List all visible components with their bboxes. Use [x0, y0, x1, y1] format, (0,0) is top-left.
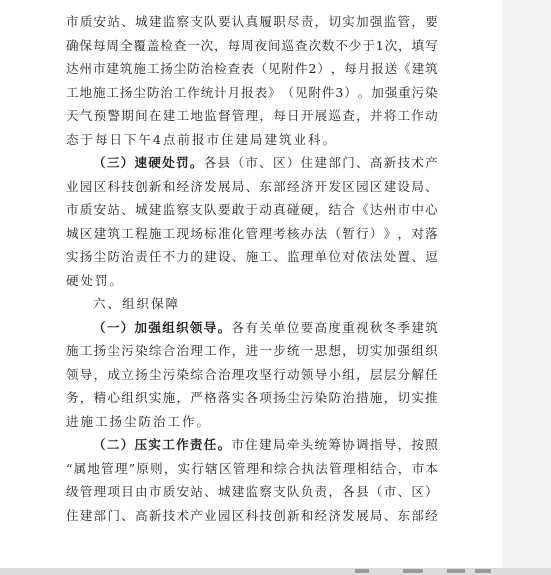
paragraph-line: 务 ， 精 心 组 织 实 施 ， 严 格 落 实 各 项 扬 尘 污 染 防 治 措 施 ， 切 实 推 — [66, 390, 438, 405]
paragraph-line: 确 保 每 周 全 覆 盖 检 查 一 次 ， 每 周 夜 间 巡 查 次 数 不 少 于 1 次 ， 填 写 — [66, 37, 438, 53]
paragraph-line: 领 导 ， 成 立 扬 尘 污 染 综 合 治 理 攻 坚 行 动 领 导 小 组 ， 层 层 分 解 任 — [66, 366, 438, 382]
paragraph-line: （ 二 ） 压 实 工 作 责 任 。 市 住 建 局 牵 头 统 筹 协 调 指 导 ， 按 照 — [93, 437, 438, 452]
document-body — [66, 10, 438, 527]
paragraph-line — [66, 269, 438, 293]
paragraph-line: 城 区 建 筑 工 程 施 工 现 场 标 准 化 管 理 考 核 办 法 （ 暂 行 ） 》 ， 对 落 — [66, 225, 438, 241]
status-indicator — [403, 569, 423, 573]
paragraph-line: 工 地 施 工 扬 尘 防 治 工 作 统 计 月 报 表 》 （ 见 附 件 3 ） 。 加 强 重 污 染 — [66, 84, 438, 100]
line-text: 进施工扬尘防治工作。 — [66, 413, 212, 429]
status-bar — [0, 568, 551, 575]
section-heading: 六、组织保障 — [93, 296, 181, 311]
paragraph-line: 实 扬 尘 防 治 责 任 不 力 的 建 设 、 施 工 、 监 理 单 位 对 依 法 处 置 、 逗 — [66, 249, 438, 264]
status-indicator — [355, 569, 369, 573]
line-text: 态于每日下午4点前报市住建局建筑业科。 — [66, 131, 337, 147]
paragraph-line: 市 质 安 站 、 城 建 监 察 支 队 要 敢 于 动 真 碰 硬 ， 结 合 《 达 州 市 中 心 — [66, 202, 438, 217]
paragraph-line: 市 质 安 站 、 城 建 监 察 支 队 要 认 真 履 职 尽 责 ， 切 实 加 强 监 管 ， 要 — [66, 14, 438, 29]
line-text: 硬处罚。 — [66, 272, 125, 288]
zoom-indicator[interactable] — [475, 569, 491, 573]
paragraph-line: （ 三 ） 速 硬 处 罚 。 各 县 （ 市 、 区 ） 住 建 部 门 、 高 新 技 术 产 — [93, 155, 438, 170]
paragraph-line: （ 一 ） 加 强 组 织 领 导 。 各 有 关 单 位 要 高 度 重 视 秋 冬 季 建 筑 — [93, 319, 438, 335]
view-mode-icon[interactable] — [447, 569, 465, 573]
paragraph-line: 级 管 理 项 目 由 市 质 安 站 、 城 建 监 察 支 队 负 责 ， 各 县 （ 市 、 区 ） — [66, 484, 438, 499]
paragraph-line: 住 建 部 门 、 高 新 技 术 产 业 园 区 科 技 创 新 和 经 济 发 展 局 、 东 部 经 — [66, 507, 438, 523]
paragraph-line — [66, 292, 438, 316]
page-gutter — [503, 0, 551, 568]
paragraph-line: 业 园 区 科 技 创 新 和 经 济 发 展 局 、 东 部 经 济 开 发 区 园 区 建 设 局 、 — [66, 178, 438, 194]
paragraph-line — [66, 128, 438, 152]
paragraph-line: 达 州 市 建 筑 施 工 扬 尘 防 治 检 查 表 （ 见 附 件 2 ） ， 每 月 报 送 《 建 筑 — [66, 61, 438, 76]
paragraph-line: 天 气 预 警 期 间 在 建 工 地 监 督 管 理 ， 每 日 开 展 巡 查 ， 并 将 工 作 动 — [66, 108, 438, 123]
paragraph-line: 施 工 扬 尘 污 染 综 合 治 理 工 作 ， 进 一 步 统 一 思 想 ， 切 实 加 强 组 织 — [66, 343, 438, 358]
paragraph-line — [66, 410, 438, 434]
paragraph-line: “ 属 地 管 理 ” 原 则 ， 实 行 辖 区 管 理 和 综 合 执 法 管 理 相 结 合 ， 市 本 — [66, 460, 438, 476]
